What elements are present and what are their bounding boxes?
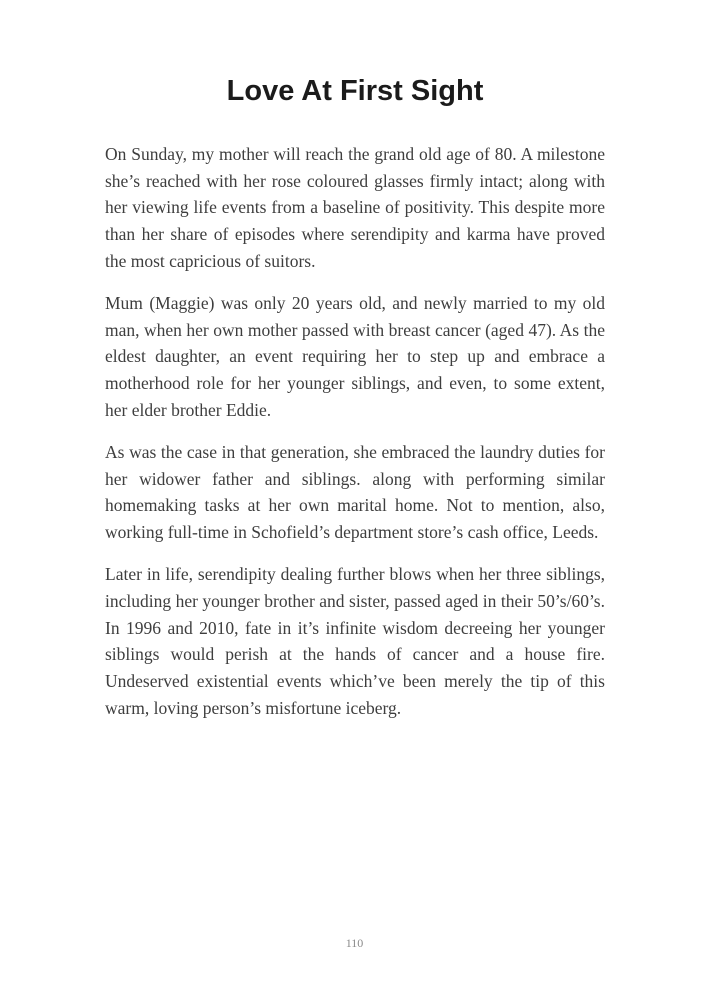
- body-paragraph: On Sunday, my mother will reach the grand old age of 80. A milestone she’s reached with her rose coloured glasses firmly intact; along with her viewing life events from a baseline of positivity. This despite more than her share of episodes where serendipity and karma have proved the most capricious of suitors.: [105, 143, 605, 271]
- body-paragraph: As was the case in that generation, she embraced the laundry duties for her widower father and siblings. along with performing similar homemaking tasks at her own marital home. Not to mention, also, working full-time in Schofield’s department store’s cash office, Leeds.: [105, 441, 605, 543]
- page-content: [105, 0, 605, 737]
- page-title: Love At First Sight: [226, 75, 484, 107]
- body-paragraph: Mum (Maggie) was only 20 years old, and newly married to my old man, when her own mother passed with breast cancer (aged 47). As the eldest daughter, an event requiring her to step up and embrace a motherhood role for her younger siblings, and even, to some extent, her elder brother Eddie.: [105, 292, 605, 420]
- body-paragraph: Later in life, serendipity dealing further blows when her three siblings, including her younger brother and sister, passed aged in their 50’s/60’s. In 1996 and 2010, fate in it’s infinite wisdom decreeing her younger siblings would perish at the hands of cancer and a house fire. Undeserved existential events which’ve been merely the tip of this warm, loving person’s misfortune iceberg.: [105, 563, 605, 718]
- page-number: 110: [345, 936, 364, 950]
